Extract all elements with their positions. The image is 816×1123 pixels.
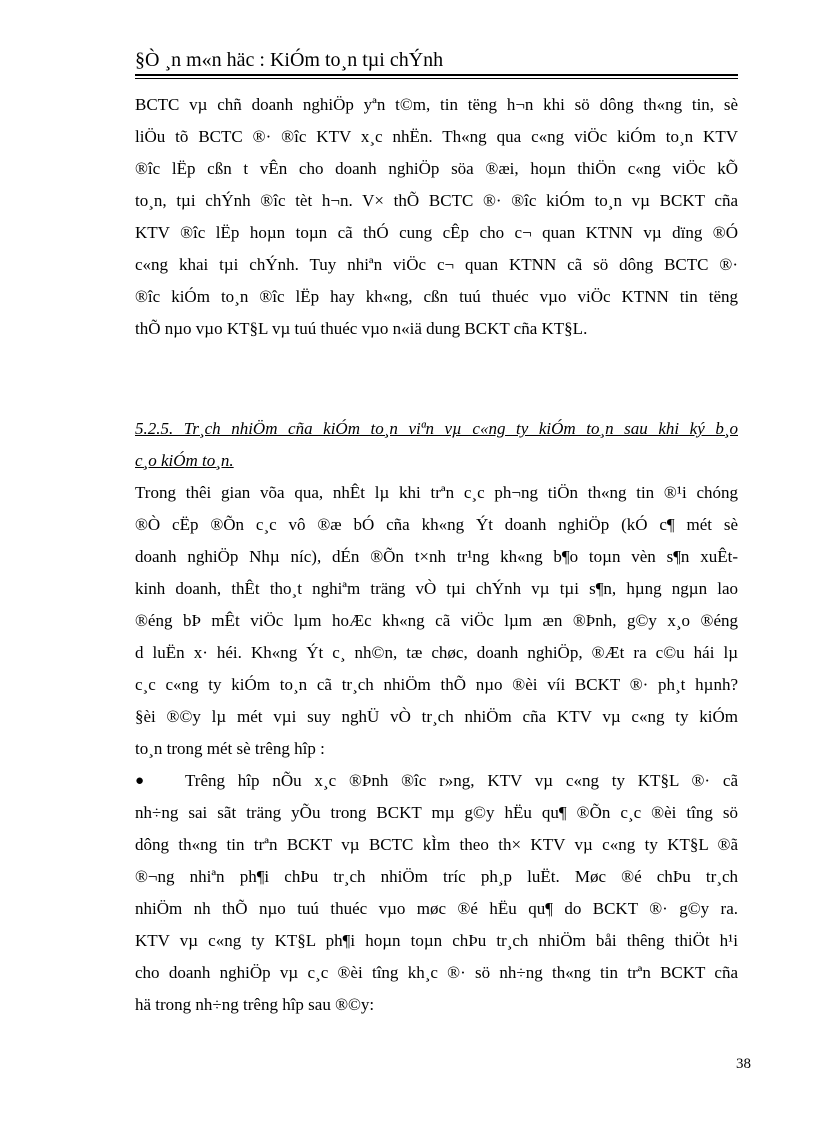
text-line: to¸n trong mét sè trêng hîp : — [135, 739, 325, 758]
bullet-paragraph — [135, 765, 738, 1021]
text-line: dông th«ng tin trªn BCKT vµ BCTC kÌm theo th× KTV vµ c«ng ty KT§L ®ã — [135, 835, 738, 854]
text-line: §èi ®©y lµ mét vµi suy nghÜ vÒ tr¸ch nhiÖm cña KTV vµ c«ng ty kiÓm — [135, 707, 738, 726]
text-line: ®Ò cËp ®Õn c¸c vô ®æ bÓ cña kh«ng Ýt doanh nghiÖp (kÓ c¶ mét sè — [135, 515, 738, 534]
section-heading-line: 5.2.5. Tr¸ch nhiÖm cña kiÓm to¸n viªn vµ c«ng ty kiÓm to¸n sau khi ký b¸o — [135, 419, 738, 438]
text-line: doanh nghiÖp Nhµ níc), dÉn ®Õn t×nh tr¹ng kh«ng b¶o toµn vèn s¶n xuÊt- — [135, 547, 738, 566]
paragraph-2 — [135, 477, 738, 765]
text-line: ®îc lËp cßn t vÊn cho doanh nghiÖp söa ®æi, hoµn thiÖn c«ng viÖc kÕ — [135, 159, 738, 178]
text-line: cho doanh nghiÖp vµ c¸c ®èi tîng kh¸c ®· sö nh÷ng th«ng tin trªn BCKT cña — [135, 963, 738, 982]
page-number: 38 — [736, 1056, 751, 1072]
page-header-title: §Ò ¸n m«n häc : KiÓm to¸n tµi chÝnh — [135, 49, 444, 71]
text-line: KTV vµ c«ng ty KT§L ph¶i hoµn toµn chÞu tr¸ch nhiÖm båi thêng thiÖt h¹i — [135, 931, 738, 950]
text-line: nhiÖm nh thÕ nµo tuú thuéc vµo møc ®é hËu qu¶ do BCKT ®· g©y ra. — [135, 899, 738, 918]
text-line: thÕ nµo vµo KT§L vµ tuú thuéc vµo n«iä dung BCKT cña KT§L. — [135, 319, 588, 338]
header-rule-thin — [135, 78, 738, 79]
section-heading — [135, 413, 738, 477]
paragraph-1 — [135, 89, 738, 345]
text-line: BCTC vµ chñ doanh nghiÖp yªn t©m, tin tëng h¬n khi sö dông th«ng tin, sè — [135, 95, 738, 114]
header-rule-thick — [135, 74, 738, 76]
text-line: ®îc kiÓm to¸n ®îc lËp hay kh«ng, cßn tuú thuéc vµo viÖc KTNN tin tëng — [135, 287, 738, 306]
text-line: d luËn x· héi. Kh«ng Ýt c¸ nh©n, tæ chøc, doanh nghiÖp, ®Æt ra c©u hái lµ — [135, 643, 738, 662]
text-line: ®éng bÞ mÊt viÖc lµm hoÆc kh«ng cã viÖc lµm æn ®Þnh, g©y x¸o ®éng — [135, 611, 738, 630]
text-line: c¸c c«ng ty kiÓm to¸n cã tr¸ch nhiÖm thÕ nµo ®èi víi BCKT ®· ph¸t hµnh? — [135, 675, 738, 694]
bullet-icon: ● — [135, 773, 145, 789]
text-line: Trong thêi gian võa qua, nhÊt lµ khi trªn c¸c ph¬ng tiÖn th«ng tin ®¹i chóng — [135, 483, 738, 502]
text-line: hä trong nh÷ng trêng hîp sau ®©y: — [135, 995, 375, 1014]
text-line: to¸n, tµi chÝnh ®îc tèt h¬n. V× thÕ BCTC ®· ®îc kiÓm to¸n vµ BCKT cña — [135, 191, 738, 210]
text-line: liÖu tõ BCTC ®· ®îc KTV x¸c nhËn. Th«ng qua c«ng viÖc kiÓm to¸n KTV — [135, 127, 738, 146]
text-line: Trêng hîp nÕu x¸c ®Þnh ®îc r»ng, KTV vµ c«ng ty KT§L ®· cã — [185, 771, 738, 790]
text-line: c«ng khai tµi chÝnh. Tuy nhiªn viÖc c¬ quan KTNN cã sö dông BCTC ®· — [135, 255, 738, 274]
text-line: ®¬ng nhiªn ph¶i chÞu tr¸ch nhiÖm tríc ph¸p luËt. Møc ®é chÞu tr¸ch — [135, 867, 738, 886]
bullet-first-line — [135, 765, 738, 797]
text-line: kinh doanh, thÊt tho¸t nghiªm träng vÒ tµi chÝnh vµ tµi s¶n, hµng ngµn lao — [135, 579, 738, 598]
text-line: KTV ®îc lËp hoµn toµn cã thÓ cung cÊp cho c¬ quan KTNN vµ dïng ®Ó — [135, 223, 738, 242]
section-heading-line: c¸o kiÓm to¸n. — [135, 451, 234, 470]
text-line: nh÷ng sai sãt träng yÕu trong BCKT mµ g©y hËu qu¶ ®Õn c¸c ®èi tîng sö — [135, 803, 738, 822]
